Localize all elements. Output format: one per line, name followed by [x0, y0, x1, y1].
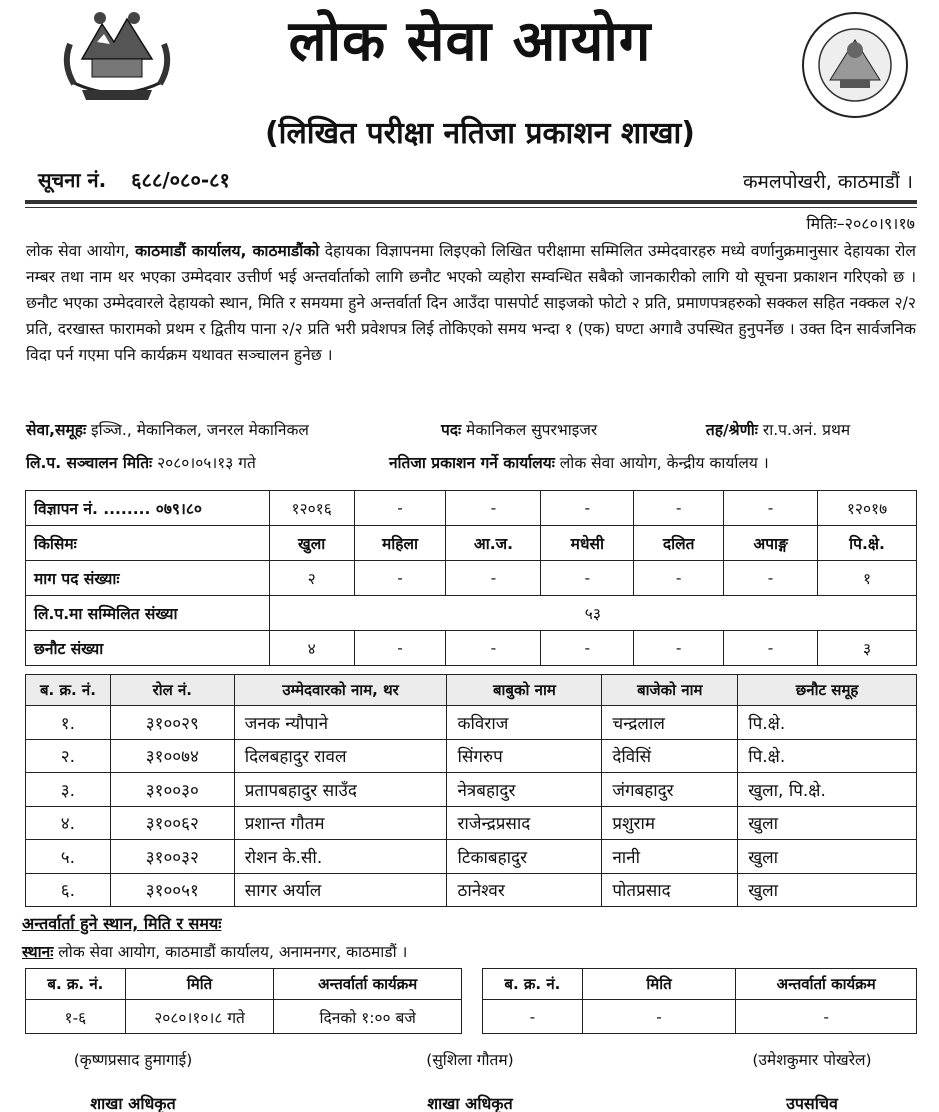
level-label: तह/श्रेणीः	[705, 421, 758, 439]
father-cell: नेत्रबहादुर	[447, 773, 602, 807]
serial-cell: २.	[26, 739, 111, 773]
roll-cell: ३१००५१	[110, 873, 234, 907]
serial-cell: १-६	[26, 1000, 126, 1034]
notice-number-value: ६८८/०८०-८१	[131, 168, 230, 192]
date-cell: २०८०।१०।८ गते	[125, 1000, 274, 1034]
adv-cell: -	[354, 491, 446, 526]
selected-cell: -	[446, 631, 541, 666]
name-cell: प्रशान्त गौतम	[234, 806, 447, 840]
selected-row	[26, 631, 917, 666]
type-cell: पि.क्षे.	[818, 526, 917, 561]
demand-cell: २	[269, 561, 354, 596]
serial-cell: -	[483, 1000, 583, 1034]
divider	[25, 200, 917, 204]
signatory-name: (उमेशकुमार पोखरेल)	[752, 1051, 872, 1069]
column-header: ब. क्र. नं.	[26, 969, 126, 1000]
column-header: ब. क्र. नं.	[483, 969, 583, 1000]
grandfather-cell: प्रशुराम	[602, 806, 738, 840]
participants-row	[26, 596, 917, 631]
table-row	[26, 873, 917, 907]
column-header: मिति	[582, 969, 736, 1000]
type-label: किसिमः	[26, 526, 270, 561]
grandfather-cell: चन्द्रलाल	[602, 706, 738, 740]
serial-cell: ६.	[26, 873, 111, 907]
office-place: कमलपोखरी, काठमाडौं ।	[742, 171, 913, 193]
type-cell: अपाङ्ग	[724, 526, 818, 561]
serial-cell: ४.	[26, 806, 111, 840]
selected-cell: -	[541, 631, 634, 666]
serial-cell: १.	[26, 706, 111, 740]
org-title: लोक सेवा आयोग	[288, 9, 652, 74]
schedule-cell: दिनको १:०० बजे	[274, 1000, 462, 1034]
serial-cell: ३.	[26, 773, 111, 807]
result-office-label: नतिजा प्रकाशन गर्ने कार्यालयः	[388, 454, 555, 472]
interview-place	[22, 940, 407, 962]
notice-paragraph: लोक सेवा आयोग, काठमाडौं कार्यालय, काठमाडौंको देहायका विज्ञापनमा लिइएको लिखित परीक्षामा सम्मिलित उम्मेदवारहरु मध्ये वर्णानुक्रमानुसार देहायका रोल नम्बर तथा नाम थर भएका उम्मेदवार उत्तीर्ण भई अन्तर्वार्ताको लागि छनौट भएको व्यहोरा सम्वन्धित सबैको जानकारीको लागि यो सूचना प्रकाशन गरिएको छ । छनौट भएका उम्मेदवारले देहायको स्थान, मिति र समयमा हुने अन्तर्वार्ता दिन आउँदा पासपोर्ट साइजको फोटो २ प्रति, प्रमाणपत्रहरुको सक्कल सहित नक्कल २/२ प्रति, दरखास्त फारामको प्रथम र द्वितीय पाना २/२ प्रति भरी प्रवेशपत्र लिई तोकिएको समय भन्दा १ (एक) घण्टा अगावै उपस्थित हुनुपर्नेछ । उक्त दिन सार्वजनिक विदा पर्न गएमा पनि कार्यक्रम यथावत सञ्चालन हुनेछ ।	[26, 242, 917, 364]
interview-header-row	[483, 969, 917, 1000]
selected-cell: -	[634, 631, 724, 666]
service-label: सेवा,समूहः	[26, 421, 87, 439]
roll-cell: ३१००६२	[110, 806, 234, 840]
result-office-value: लोक सेवा आयोग, केन्द्रीय कार्यालय ।	[559, 454, 769, 472]
adv-cell: -	[634, 491, 724, 526]
demand-cell: -	[541, 561, 634, 596]
roll-cell: ३१००३२	[110, 840, 234, 874]
demand-cell: -	[354, 561, 446, 596]
interview-place-value: लोक सेवा आयोग, काठमाडौं कार्यालय, अनामनगर, काठमाडौं ।	[53, 943, 408, 961]
father-cell: टिकाबहादुर	[447, 840, 602, 874]
psc-seal-icon	[800, 10, 910, 120]
father-cell: ठानेश्वर	[447, 873, 602, 907]
meta-row-service	[26, 418, 850, 440]
signatory-name: (कृष्णप्रसाद हुमागाई)	[73, 1051, 193, 1069]
interview-place-label: स्थानः	[22, 943, 54, 961]
column-header: अन्तर्वार्ता कार्यक्रम	[274, 969, 462, 1000]
name-cell: प्रतापबहादुर साउँद	[234, 773, 447, 807]
column-header: मिति	[125, 969, 274, 1000]
father-cell: सिंगरुप	[447, 739, 602, 773]
selected-cell: ३	[818, 631, 917, 666]
post-label: पदः	[440, 421, 462, 439]
roll-cell: ३१००२९	[110, 706, 234, 740]
signatory-role: शाखा अधिकृत	[90, 1094, 176, 1112]
column-header: छनौट समूह	[738, 675, 917, 706]
grandfather-cell: पोतप्रसाद	[602, 873, 738, 907]
results-table	[25, 674, 917, 907]
demand-row	[26, 561, 917, 596]
name-cell: रोशन के.सी.	[234, 840, 447, 874]
father-cell: कविराज	[447, 706, 602, 740]
demand-cell: -	[724, 561, 818, 596]
results-header-row	[26, 675, 917, 706]
signatory-name: (सुशिला गौतम)	[426, 1051, 514, 1069]
column-header: उम्मेदवारको नाम, थर	[234, 675, 447, 706]
father-cell: राजेन्द्रप्रसाद	[447, 806, 602, 840]
column-header: अन्तर्वार्ता कार्यक्रम	[736, 969, 917, 1000]
type-row	[26, 526, 917, 561]
grandfather-cell: जंगबहादुर	[602, 773, 738, 807]
demand-cell: १	[818, 561, 917, 596]
adv-cell: १२०१६	[269, 491, 354, 526]
adv-cell: -	[724, 491, 818, 526]
adv-row	[26, 491, 917, 526]
serial-cell: ५.	[26, 840, 111, 874]
adv-cell: १२०१७	[818, 491, 917, 526]
signature-block	[38, 1048, 228, 1112]
type-cell: खुला	[269, 526, 354, 561]
roll-cell: ३१००३०	[110, 773, 234, 807]
notice-number	[38, 166, 230, 193]
table-row	[483, 1000, 917, 1034]
type-cell: आ.ज.	[446, 526, 541, 561]
table-row	[26, 806, 917, 840]
schedule-cell: -	[736, 1000, 917, 1034]
group-cell: खुला, पि.क्षे.	[738, 773, 917, 807]
level-value: रा.प.अनं. प्रथम	[762, 421, 851, 439]
roll-cell: ३१००७४	[110, 739, 234, 773]
signature-block	[375, 1048, 565, 1112]
exam-date-value: २०८०।०५।१३ गते	[157, 454, 256, 472]
adv-cell: -	[446, 491, 541, 526]
notice-date: मितिः–२०८०।९।१७	[806, 214, 915, 233]
interview-table-right	[482, 968, 917, 1034]
table-row	[26, 739, 917, 773]
column-header: बाबुको नाम	[447, 675, 602, 706]
group-cell: खुला	[738, 806, 917, 840]
interview-heading: अन्तर्वार्ता हुने स्थान, मिति र समयः	[22, 914, 222, 933]
table-row	[26, 840, 917, 874]
name-cell: दिलबहादुर रावल	[234, 739, 447, 773]
table-row	[26, 1000, 462, 1034]
signatory-role: शाखा अधिकृत	[427, 1094, 513, 1112]
type-cell: महिला	[354, 526, 446, 561]
grandfather-cell: देविसिं	[602, 739, 738, 773]
post-value: मेकानिकल सुपरभाइजर	[466, 421, 598, 439]
notice-label: सूचना नं.	[38, 168, 107, 192]
nepal-emblem-icon	[52, 4, 182, 110]
participants-value: ५३	[269, 596, 916, 631]
interview-table-left	[25, 968, 462, 1034]
name-cell: सागर अर्याल	[234, 873, 447, 907]
adv-label: विज्ञापन नं. ........ ०७९।८०	[26, 491, 270, 526]
exam-date-label: लि.प. सञ्चालन मितिः	[26, 454, 153, 472]
meta-row-exam	[26, 451, 769, 473]
vacancy-table	[25, 490, 917, 666]
service-value: इञ्जि., मेकानिकल, जनरल मेकानिकल	[91, 421, 309, 439]
grandfather-cell: नानी	[602, 840, 738, 874]
adv-cell: -	[541, 491, 634, 526]
date-cell: -	[582, 1000, 736, 1034]
demand-cell: -	[634, 561, 724, 596]
group-cell: खुला	[738, 840, 917, 874]
group-cell: खुला	[738, 873, 917, 907]
demand-cell: -	[446, 561, 541, 596]
column-header: बाजेको नाम	[602, 675, 738, 706]
group-cell: पि.क्षे.	[738, 739, 917, 773]
selected-cell: -	[354, 631, 446, 666]
type-cell: मधेसी	[541, 526, 634, 561]
group-cell: पि.क्षे.	[738, 706, 917, 740]
section-subtitle: (लिखित परीक्षा नतिजा प्रकाशन शाखा)	[264, 116, 696, 151]
table-row	[26, 706, 917, 740]
selected-cell: -	[724, 631, 818, 666]
type-cell: दलित	[634, 526, 724, 561]
signatory-role: उपसचिव	[786, 1094, 838, 1112]
interview-header-row	[26, 969, 462, 1000]
column-header: ब. क्र. नं.	[26, 675, 111, 706]
table-row	[26, 773, 917, 807]
selected-cell: ४	[269, 631, 354, 666]
participants-label: लि.प.मा सम्मिलित संख्या	[26, 596, 270, 631]
demand-label: माग पद संख्याः	[26, 561, 270, 596]
divider-thin	[25, 207, 917, 208]
name-cell: जनक न्यौपाने	[234, 706, 447, 740]
column-header: रोल नं.	[110, 675, 234, 706]
selected-label: छनौट संख्या	[26, 631, 270, 666]
signature-block	[712, 1048, 912, 1112]
